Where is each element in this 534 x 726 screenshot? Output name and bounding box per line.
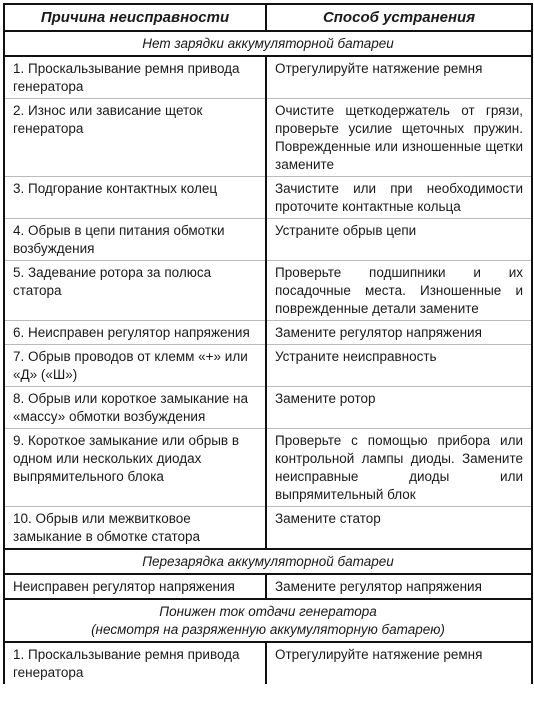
- table-row: [4, 574, 532, 599]
- table-row: [4, 507, 532, 550]
- section-title: [4, 31, 532, 56]
- fix-cell: Очистите щеткодержатель от грязи, проверьте усилие щеточных пружин. Поврежденные или изношенные щетки замените: [266, 99, 532, 177]
- section-title-line: Понижен ток отдачи генератора: [159, 604, 377, 619]
- fix-cell: Проверьте с помощью прибора или контрольной лампы диоды. Замените неисправные диоды или выпрямительный блок: [266, 429, 532, 507]
- fix-cell: Замените статор: [266, 507, 532, 550]
- table-row: [4, 219, 532, 261]
- table-row: [4, 429, 532, 507]
- section-header: [4, 599, 532, 642]
- cause-cell: 10. Обрыв или межвитковое замыкание в обмотке статора: [4, 507, 266, 550]
- fix-cell: Замените ротор: [266, 387, 532, 429]
- section-header: [4, 31, 532, 56]
- section-header: [4, 549, 532, 574]
- cause-cell: 5. Задевание ротора за полюса статора: [4, 261, 266, 321]
- table-body: [4, 31, 532, 684]
- table-row: [4, 99, 532, 177]
- header-fix: Способ устранения: [266, 4, 532, 31]
- fix-cell: Проверьте подшипники и их посадочные места. Изношенные и поврежденные детали замените: [266, 261, 532, 321]
- cause-cell: 6. Неисправен регулятор напряжения: [4, 321, 266, 345]
- fault-table: [3, 3, 533, 684]
- section-title: [4, 599, 532, 642]
- document-page: [3, 3, 531, 726]
- table-row: [4, 177, 532, 219]
- cause-cell: 7. Обрыв проводов от клемм «+» или «Д» («Ш»): [4, 345, 266, 387]
- cause-cell: 9. Короткое замыкание или обрыв в одном или нескольких диодах выпрямительного блока: [4, 429, 266, 507]
- fix-cell: Замените регулятор напряжения: [266, 574, 532, 599]
- cause-cell: 3. Подгорание контактных колец: [4, 177, 266, 219]
- table-row: [4, 387, 532, 429]
- table-row: [4, 321, 532, 345]
- cause-cell: 4. Обрыв в цепи питания обмотки возбуждения: [4, 219, 266, 261]
- section-title: [4, 549, 532, 574]
- section-title-line: (несмотря на разряженную аккумуляторную батарею): [91, 622, 445, 637]
- header-cause: Причина неисправности: [4, 4, 266, 31]
- cause-cell: 1. Проскальзывание ремня привода генератора: [4, 642, 266, 684]
- table-row: [4, 345, 532, 387]
- fix-cell: Отрегулируйте натяжение ремня: [266, 642, 532, 684]
- cause-cell: 8. Обрыв или короткое замыкание на «массу» обмотки возбуждения: [4, 387, 266, 429]
- fix-cell: Замените регулятор напряжения: [266, 321, 532, 345]
- table-row: [4, 56, 532, 99]
- cause-cell: 1. Проскальзывание ремня привода генератора: [4, 56, 266, 99]
- table-header-row: [4, 4, 532, 31]
- table-row: [4, 261, 532, 321]
- fix-cell: Отрегулируйте натяжение ремня: [266, 56, 532, 99]
- fix-cell: Зачистите или при необходимости проточите контактные кольца: [266, 177, 532, 219]
- cause-cell: 2. Износ или зависание щеток генератора: [4, 99, 266, 177]
- section-title-line: Нет зарядки аккумуляторной батареи: [142, 36, 394, 51]
- section-title-line: Перезарядка аккумуляторной батареи: [142, 554, 394, 569]
- fix-cell: Устраните обрыв цепи: [266, 219, 532, 261]
- cause-cell: Неисправен регулятор напряжения: [4, 574, 266, 599]
- fix-cell: Устраните неисправность: [266, 345, 532, 387]
- table-row: [4, 642, 532, 684]
